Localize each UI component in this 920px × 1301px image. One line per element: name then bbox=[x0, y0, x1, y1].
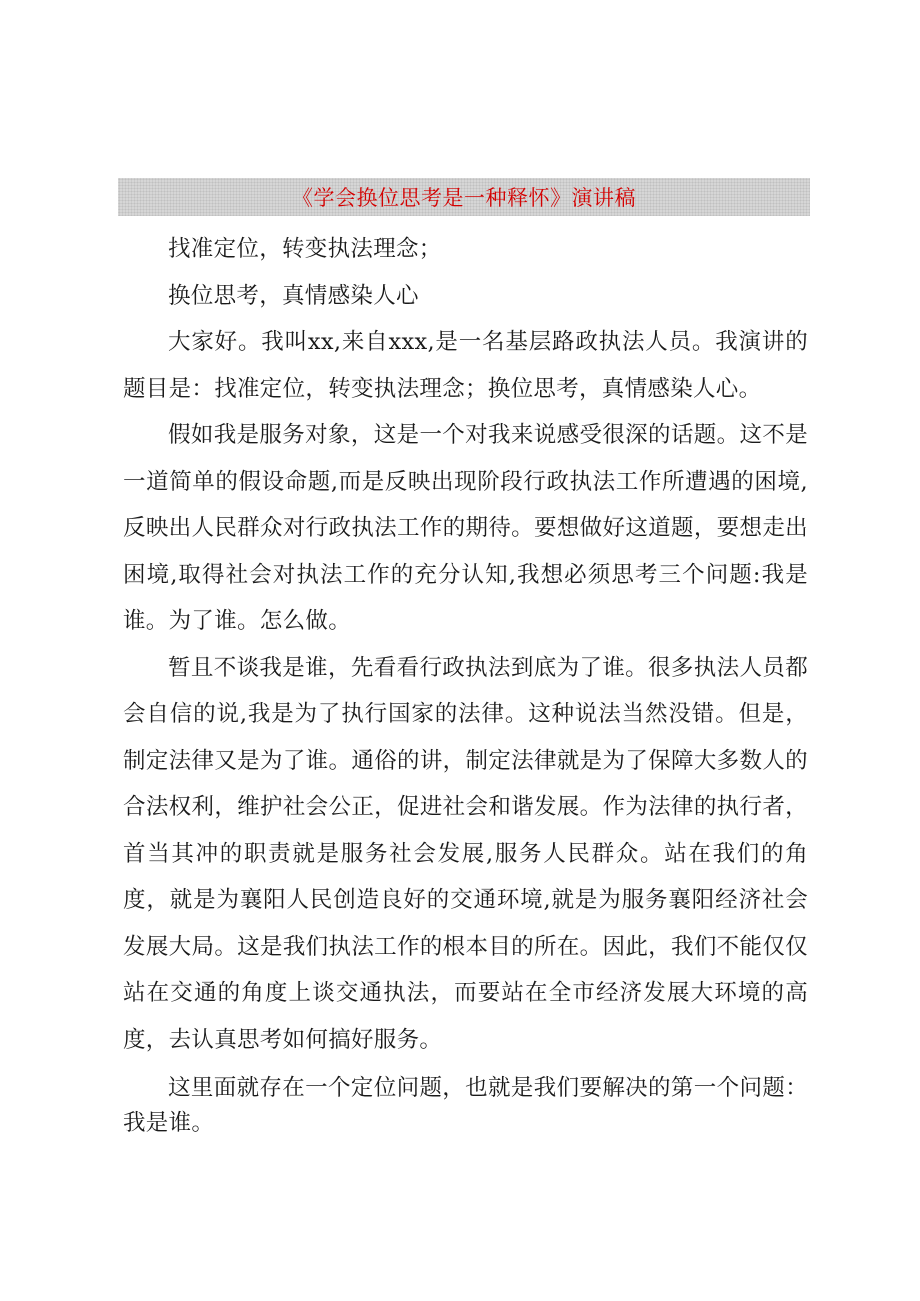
paragraph-2: 换位思考，真情感染人心 bbox=[168, 282, 419, 309]
paragraph-6: 这里面就存在一个定位问题，也就是我们要解决的第一个问题：我是谁。 bbox=[123, 1075, 808, 1136]
document-title: 《学会换位思考是一种释怀》演讲稿 bbox=[292, 186, 636, 210]
paragraph-1: 找准定位，转变执法理念； bbox=[168, 236, 442, 262]
paragraph-4: 假如我是服务对象，这是一个对我来说感受很深的话题。这不是一道简单的假设命题,而是反映出现阶段行政执法工作所遭遇的困境,反映出人民群众对行政执法工作的期待。要想做好这道题，要想走出困境,取得社会对执法工作的充分认知,我想必须思考三个问题:我是谁。为了谁。怎么做。 bbox=[123, 422, 808, 634]
paragraph-3: 大家好。我叫xx,来自xxx,是一名基层路政执法人员。我演讲的题目是：找准定位，转变执法理念；换位思考，真情感染人心。 bbox=[123, 329, 808, 402]
title-banner bbox=[118, 178, 810, 216]
document-body bbox=[123, 226, 808, 1141]
paragraph-5: 暂且不谈我是谁，先看看行政执法到底为了谁。很多执法人员都会自信的说,我是为了执行国家的法律。这种说法当然没错。但是，制定法律又是为了谁。通俗的讲，制定法律就是为了保障大多数人的合法权利，维护社会公正，促进社会和谐发展。作为法律的执行者，首当其冲的职责就是服务社会发展,服务人民群众。站在我们的角度，就是为襄阳人民创造良好的交通环境,就是为服务襄阳经济社会发展大局。这是我们执法工作的根本目的所在。因此，我们不能仅仅站在交通的角度上谈交通执法，而要站在全市经济发展大环境的高度，去认真思考如何搞好服务。 bbox=[123, 654, 808, 1053]
